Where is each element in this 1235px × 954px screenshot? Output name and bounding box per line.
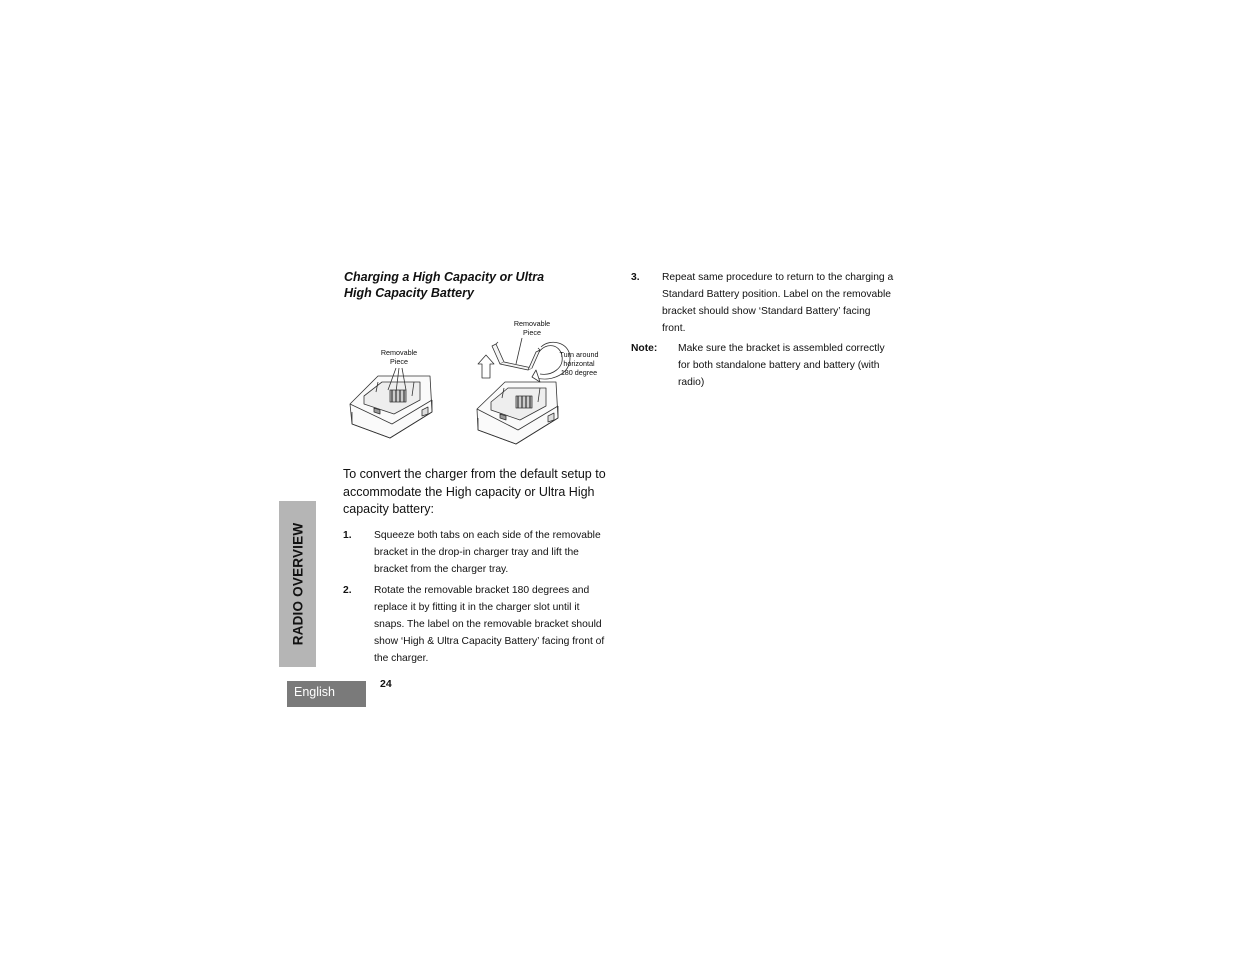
figure-label-rotate-line-1: Turn around — [559, 350, 599, 359]
step-1-text: Squeeze both tabs on each side of the removable bracket in the drop-in charger tray and lift the bracket from the charger tray. — [374, 530, 601, 575]
step-2 — [343, 582, 611, 668]
side-tab-label: RADIO OVERVIEW — [290, 522, 305, 646]
rotate-arrow-icon — [539, 346, 562, 375]
figure-label-left-line-1: Removable — [380, 348, 418, 357]
figure-label-top-line-1: Removable — [513, 319, 551, 328]
removable-bracket-drawing — [492, 338, 540, 370]
step-1-number: 1. — [343, 530, 352, 541]
note-text: Make sure the bracket is assembled correctly for both standalone battery and battery (with radio) — [678, 343, 885, 388]
lift-arrow-icon — [478, 355, 494, 378]
right-charger-drawing — [477, 382, 558, 444]
step-2-text: Rotate the removable bracket 180 degrees and replace it by fitting it in the charger slot until it snaps. The label on the removable bracket should show ‘High & Ultra Capacity Battery’ facing front of the charger. — [374, 585, 605, 664]
note-block — [631, 340, 896, 392]
step-3 — [631, 269, 896, 339]
charger-illustration — [340, 312, 610, 452]
figure-label-rotate-line-3: 180 degree — [560, 368, 598, 377]
figure-label-left-line-2: Piece — [390, 357, 408, 366]
left-charger-drawing — [350, 368, 432, 438]
step-1 — [343, 527, 611, 579]
page-number: 24 — [380, 678, 392, 690]
heading-line-2: High Capacity Battery — [344, 285, 474, 300]
step-2-number: 2. — [343, 585, 352, 596]
figure-label-top-line-2: Piece — [523, 328, 541, 337]
intro-paragraph: To convert the charger from the default setup to accommodate the High capacity or Ultra High capacity battery: — [343, 467, 606, 516]
heading-line-1: Charging a High Capacity or Ultra — [344, 270, 545, 284]
section-side-tab — [279, 501, 316, 667]
section-heading — [344, 270, 604, 301]
step-3-number: 3. — [631, 272, 640, 283]
step-3-text: Repeat same procedure to return to the charging a Standard Battery position. Label on the removable bracket should show ‘Standard Battery’ facing front. — [662, 272, 894, 334]
charger-figure — [340, 312, 610, 452]
note-label: Note: — [631, 343, 658, 354]
language-badge: English — [287, 681, 366, 707]
figure-label-rotate-line-2: horizontal — [563, 359, 595, 368]
